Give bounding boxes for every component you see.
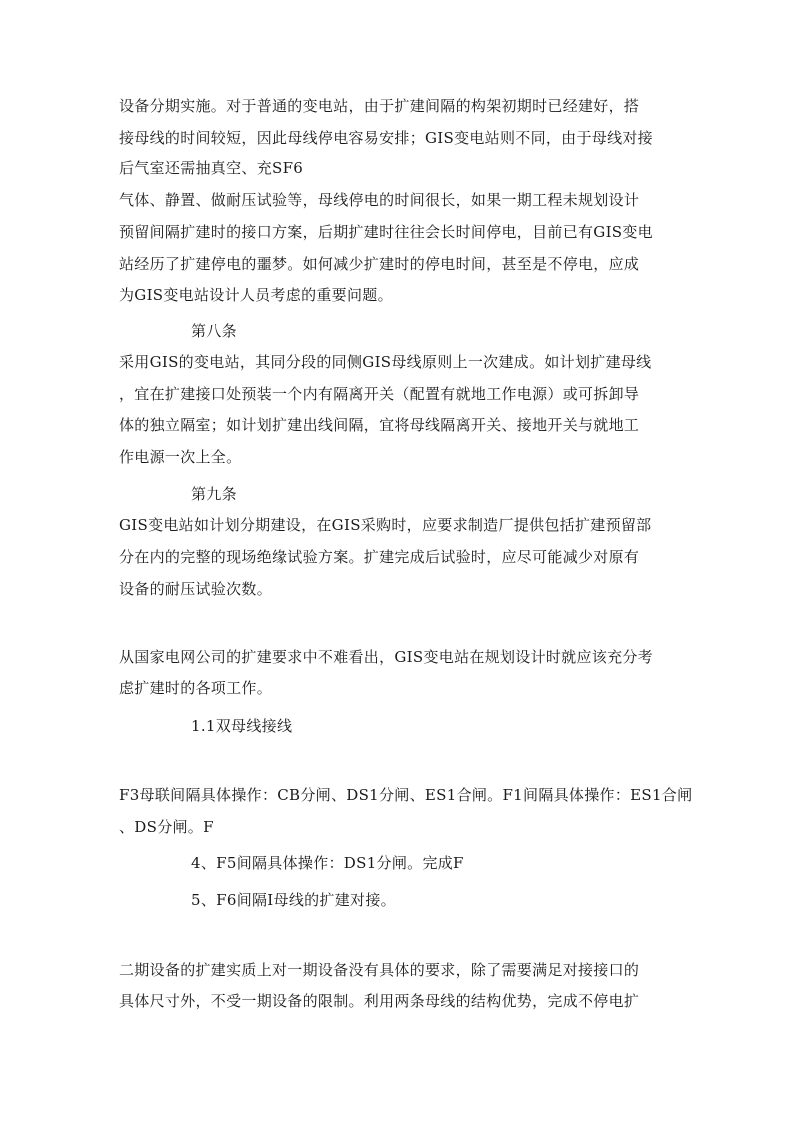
- paragraph-line: 具体尺寸外，不受一期设备的限制。利用两条母线的结构优势，完成不停电扩: [119, 992, 640, 1010]
- paragraph-line: 、DS分闸。F: [119, 818, 214, 836]
- paragraph-line: 气体、静置、做耐压试验等，母线停电的时间很长，如果一期工程未规划设计: [119, 191, 640, 209]
- paragraph-line: 4、F5间隔具体操作：DS1分闸。完成F: [191, 854, 464, 872]
- paragraph-line: 为GIS变电站设计人员考虑的重要问题。: [119, 286, 393, 304]
- paragraph-line: 二期设备的扩建实质上对一期设备没有具体的要求，除了需要满足对接接口的: [119, 961, 640, 979]
- paragraph-line: 站经历了扩建停电的噩梦。如何减少扩建时的停电时间，甚至是不停电，应成: [119, 255, 640, 273]
- paragraph-line: 虑扩建时的各项工作。: [119, 679, 273, 697]
- article-heading: 第八条: [191, 322, 237, 340]
- paragraph-line: 作电源一次上全。: [119, 448, 242, 466]
- paragraph-line: 分在内的完整的现场绝缘试验方案。扩建完成后试验时，应尽可能减少对原有: [119, 548, 640, 566]
- paragraph-line: ，宜在扩建接口处预装一个内有隔离开关（配置有就地工作电源）或可拆卸导: [119, 385, 640, 403]
- section-heading: 1.1双母线接线: [191, 717, 293, 735]
- paragraph-line: 从国家电网公司的扩建要求中不难看出，GIS变电站在规划设计时就应该充分考: [119, 648, 653, 666]
- paragraph-line: 体的独立隔室；如计划扩建出线间隔，宜将母线隔离开关、接地开关与就地工: [119, 416, 640, 434]
- paragraph-line: F3母联间隔具体操作：CB分闸、DS1分闸、ES1合闸。F1间隔具体操作：ES1合闸: [119, 786, 693, 804]
- article-heading: 第九条: [191, 485, 237, 503]
- paragraph-line: GIS变电站如计划分期建设，在GIS采购时，应要求制造厂提供包括扩建预留部: [119, 516, 652, 534]
- paragraph-line: 5、F6间隔Ⅰ母线的扩建对接。: [191, 891, 396, 909]
- paragraph-line: 采用GIS的变电站，其同分段的同侧GIS母线原则上一次建成。如计划扩建母线: [119, 353, 652, 371]
- paragraph-line: 接母线的时间较短，因此母线停电容易安排；GIS变电站则不同，由于母线对接: [119, 129, 653, 147]
- paragraph-line: 后气室还需抽真空、充SF6: [119, 159, 304, 177]
- paragraph-line: 预留间隔扩建时的接口方案，后期扩建时往往会长时间停电，目前已有GIS变电: [119, 223, 653, 241]
- paragraph-line: 设备的耐压试验次数。: [119, 580, 273, 598]
- paragraph-line: 设备分期实施。对于普通的变电站，由于扩建间隔的构架初期时已经建好，搭: [119, 97, 640, 115]
